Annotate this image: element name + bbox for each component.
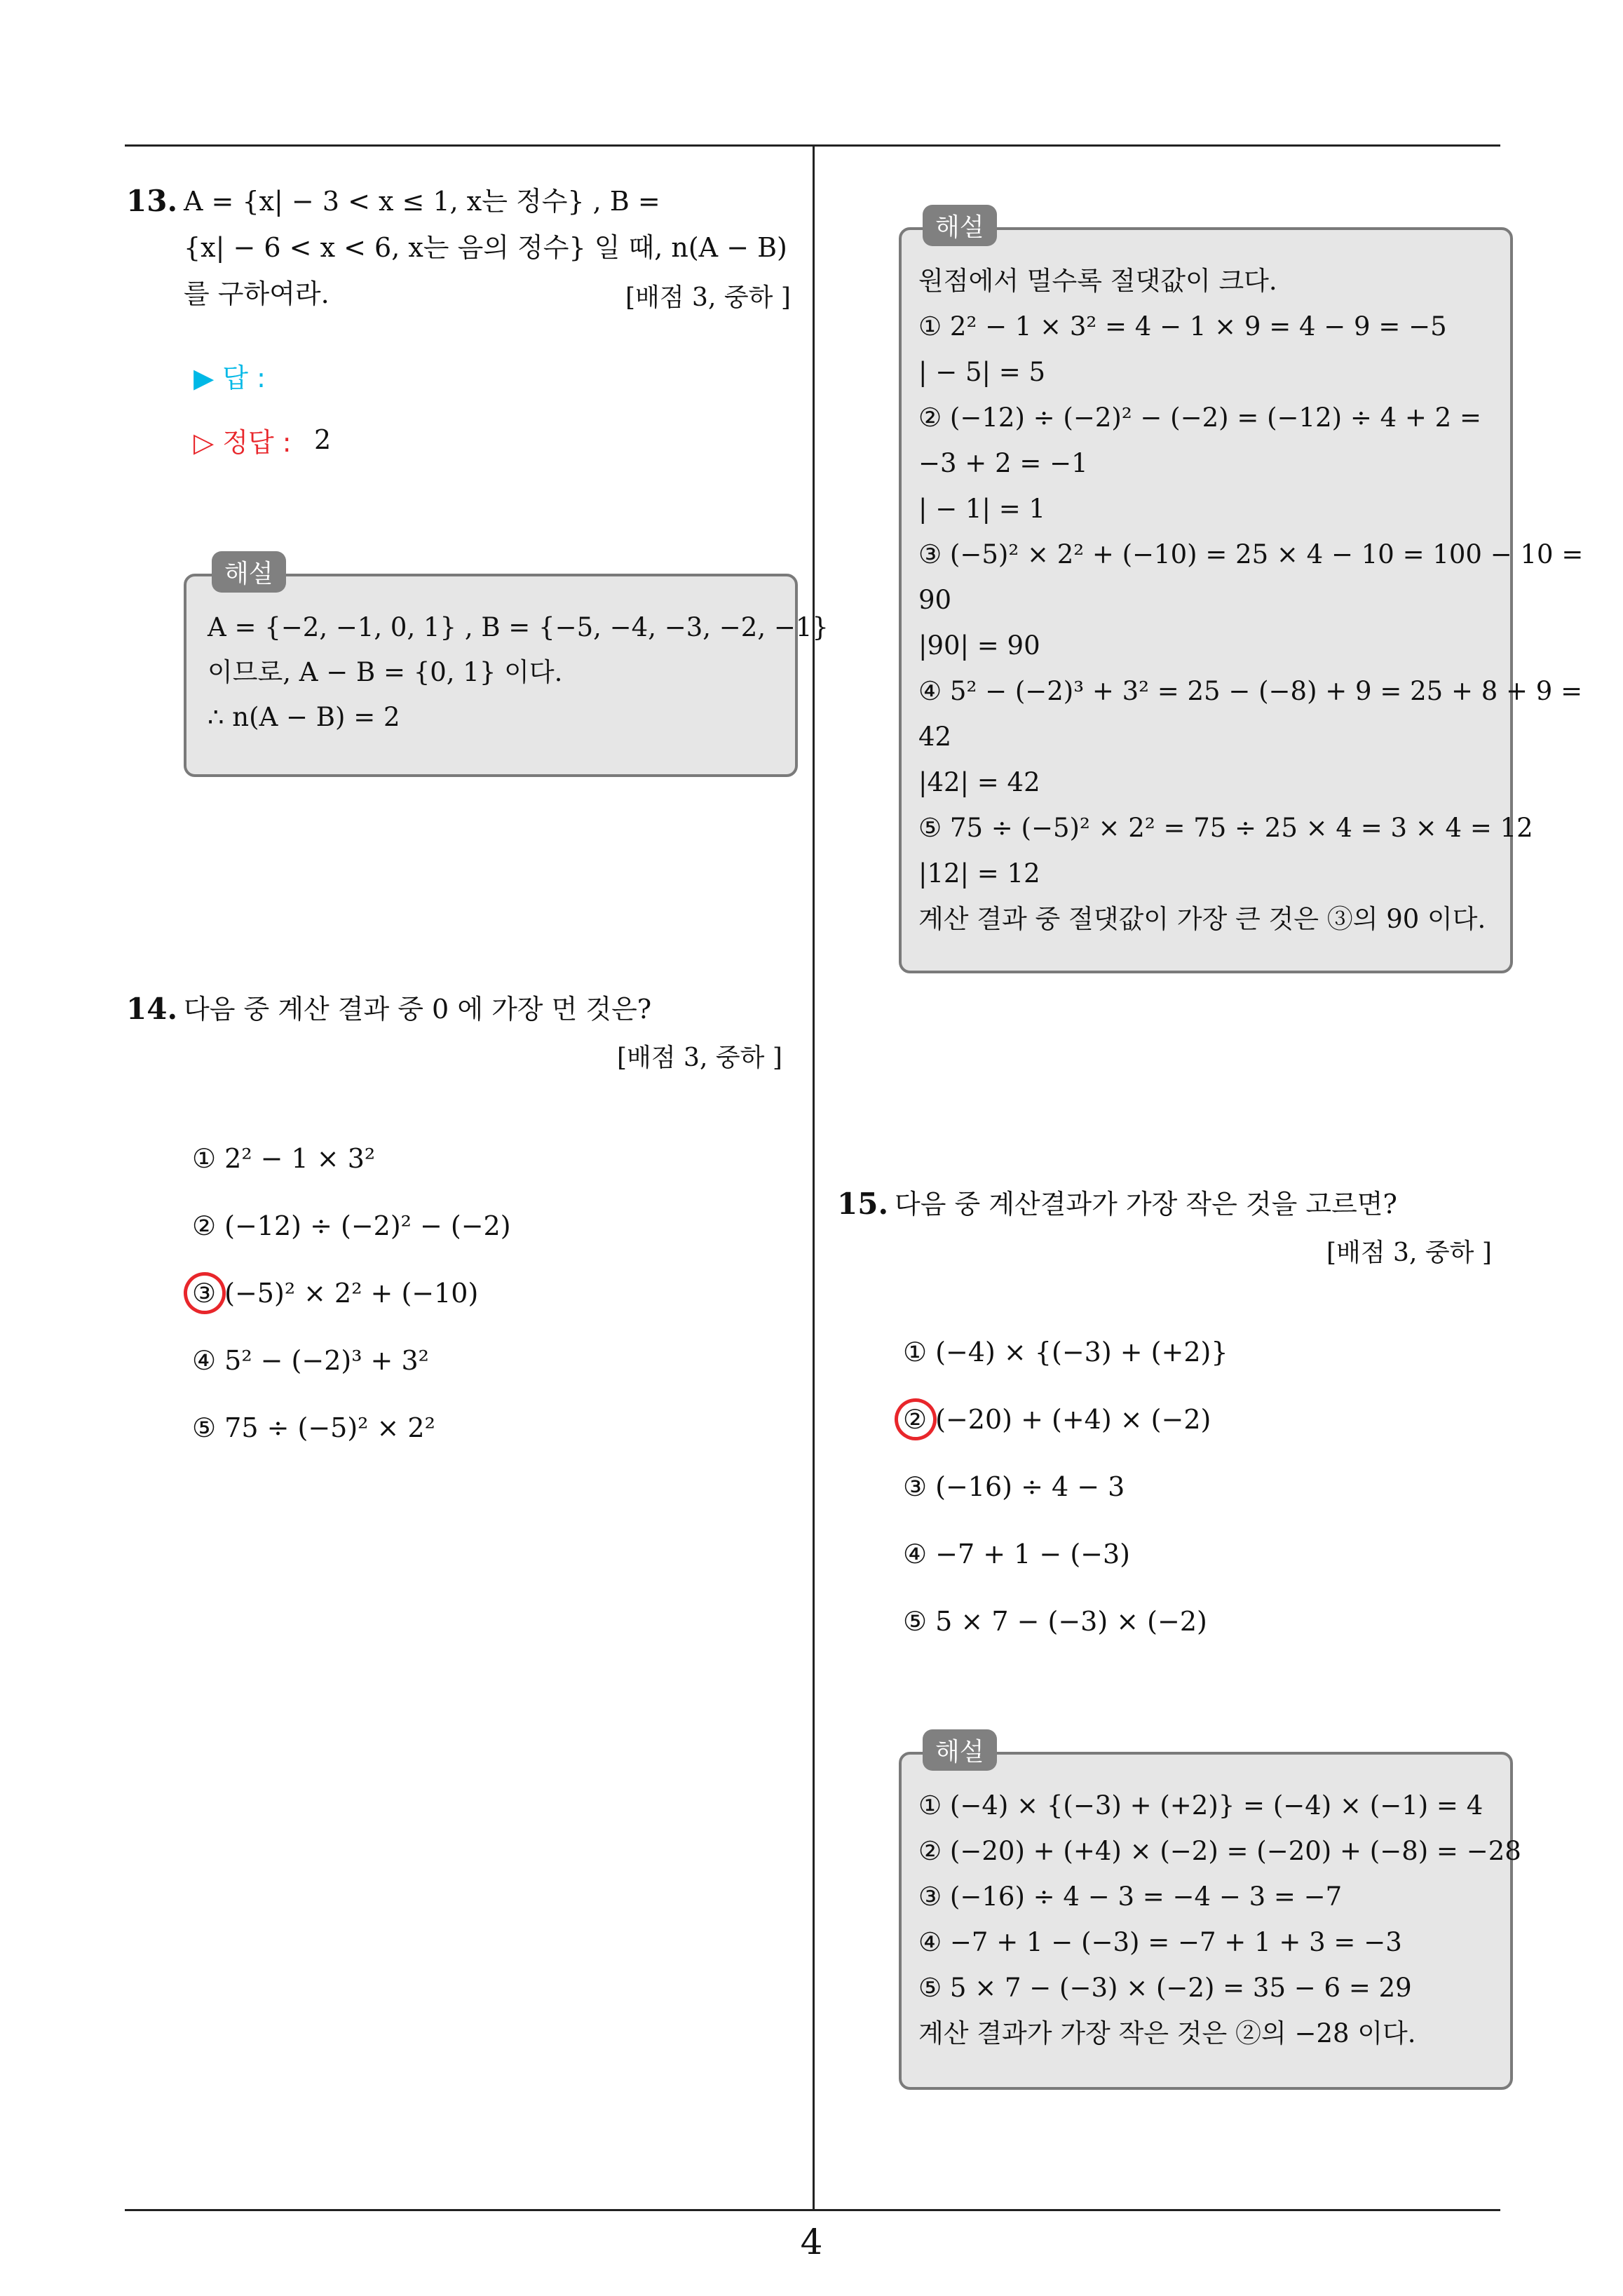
q15-choice-5[interactable]: ⑤ 5 × 7 − (−3) × (−2) [903,1606,1207,1637]
q15-explanation-tag: 해설 [923,1729,997,1771]
q15-choice-3[interactable]: ③ (−16) ÷ 4 − 3 [903,1471,1125,1502]
q14-explanation-line-12: |42| = 42 [918,767,1040,797]
q14-explanation-line-15: 계산 결과 중 절댓값이 가장 큰 것은 ③의 90 이다. [918,904,1486,934]
q14-explanation-line-7: ③ (−5)² × 2² + (−10) = 25 × 4 − 10 = 100 − 10 = [918,539,1584,569]
q14-explanation-line-1: 원점에서 멀수록 절댓값이 크다. [918,266,1277,296]
q13-correct-value: 2 [314,424,332,455]
q15-choice-1[interactable]: ① (−4) × {(−3) + (+2)} [903,1337,1228,1368]
q13-explanation-line-2: 이므로, A − B = {0, 1} 이다. [208,657,563,687]
q13-explanation-line-1: A = {−2, −1, 0, 1} , B = {−5, −4, −3, −2, −1} [208,612,829,642]
q13-line-2: {x| − 6 < x < 6, x는 음의 정수} 일 때, n(A − B) [184,232,787,263]
q14-explanation-line-13: ⑤ 75 ÷ (−5)² × 2² = 75 ÷ 25 × 4 = 3 × 4 = 12 [918,813,1533,843]
q13-explanation-line-3: ∴ n(A − B) = 2 [208,702,400,732]
q14-number: 14. [126,992,178,1026]
q15-score: [배점 3, 중하 ] [1326,1238,1492,1267]
q14-explanation-line-14: |12| = 12 [918,858,1040,889]
q13-line-1: A = {x| − 3 < x ≤ 1, x는 정수} , B = [184,186,660,217]
q15-explanation-line-4: ④ −7 + 1 − (−3) = −7 + 1 + 3 = −3 [918,1927,1402,1957]
q14-explanation-line-4: ② (−12) ÷ (−2)² − (−2) = (−12) ÷ 4 + 2 = [918,403,1481,433]
q14-choice-3[interactable]: ③ (−5)² × 2² + (−10) [192,1278,479,1309]
q14-choice-2[interactable]: ② (−12) ÷ (−2)² − (−2) [192,1210,511,1241]
q15-selected-circle-mark [890,1394,940,1444]
bottom-rule [125,2209,1500,2211]
q15-explanation-line-6: 계산 결과가 가장 작은 것은 ②의 −28 이다. [918,2018,1416,2048]
q15-explanation-line-1: ① (−4) × {(−3) + (+2)} = (−4) × (−1) = 4 [918,1790,1483,1821]
q13-line-3: 를 구하여라. [184,278,330,309]
q15-number: 15. [837,1187,889,1221]
q14-text: 다음 중 계산 결과 중 0 에 가장 먼 것은? [184,994,652,1025]
q14-explanation-line-6: | − 1| = 1 [918,494,1046,524]
q13-correct-label: ▷ 정답 : [193,427,292,458]
q14-explanation-line-8: 90 [918,585,952,615]
q13-number: 13. [126,184,178,218]
q14-explanation-line-11: 42 [918,722,952,752]
page-number: 4 [800,2222,823,2262]
q15-explanation-line-2: ② (−20) + (+4) × (−2) = (−20) + (−8) = −28 [918,1836,1521,1866]
q15-choice-2[interactable]: ② (−20) + (+4) × (−2) [903,1404,1211,1435]
q14-choice-4[interactable]: ④ 5² − (−2)³ + 3² [192,1345,429,1376]
q15-explanation-line-5: ⑤ 5 × 7 − (−3) × (−2) = 35 − 6 = 29 [918,1973,1412,2003]
q14-explanation-line-9: |90| = 90 [918,630,1040,661]
q14-explanation-line-10: ④ 5² − (−2)³ + 3² = 25 − (−8) + 9 = 25 + 8 + 9 = [918,676,1583,706]
q14-score: [배점 3, 중하 ] [617,1044,782,1072]
q14-choice-1[interactable]: ① 2² − 1 × 3² [192,1143,376,1174]
q14-selected-circle-mark [179,1268,229,1318]
q13-explanation-tag: 해설 [212,551,286,593]
q13-answer-label[interactable]: ▶ 답 : [193,363,266,393]
column-divider [813,144,815,2210]
q14-explanation-tag: 해설 [923,205,997,246]
q14-choice-5[interactable]: ⑤ 75 ÷ (−5)² × 2² [192,1412,435,1443]
q14-explanation-line-3: | − 5| = 5 [918,357,1046,387]
q14-explanation-line-2: ① 2² − 1 × 3² = 4 − 1 × 9 = 4 − 9 = −5 [918,311,1447,342]
q15-explanation-line-3: ③ (−16) ÷ 4 − 3 = −4 − 3 = −7 [918,1882,1343,1912]
q13-score: [배점 3, 중하 ] [625,283,791,312]
q15-text: 다음 중 계산결과가 가장 작은 것을 고르면? [895,1189,1397,1220]
q14-explanation-line-5: −3 + 2 = −1 [918,448,1088,478]
q15-choice-4[interactable]: ④ −7 + 1 − (−3) [903,1539,1131,1569]
